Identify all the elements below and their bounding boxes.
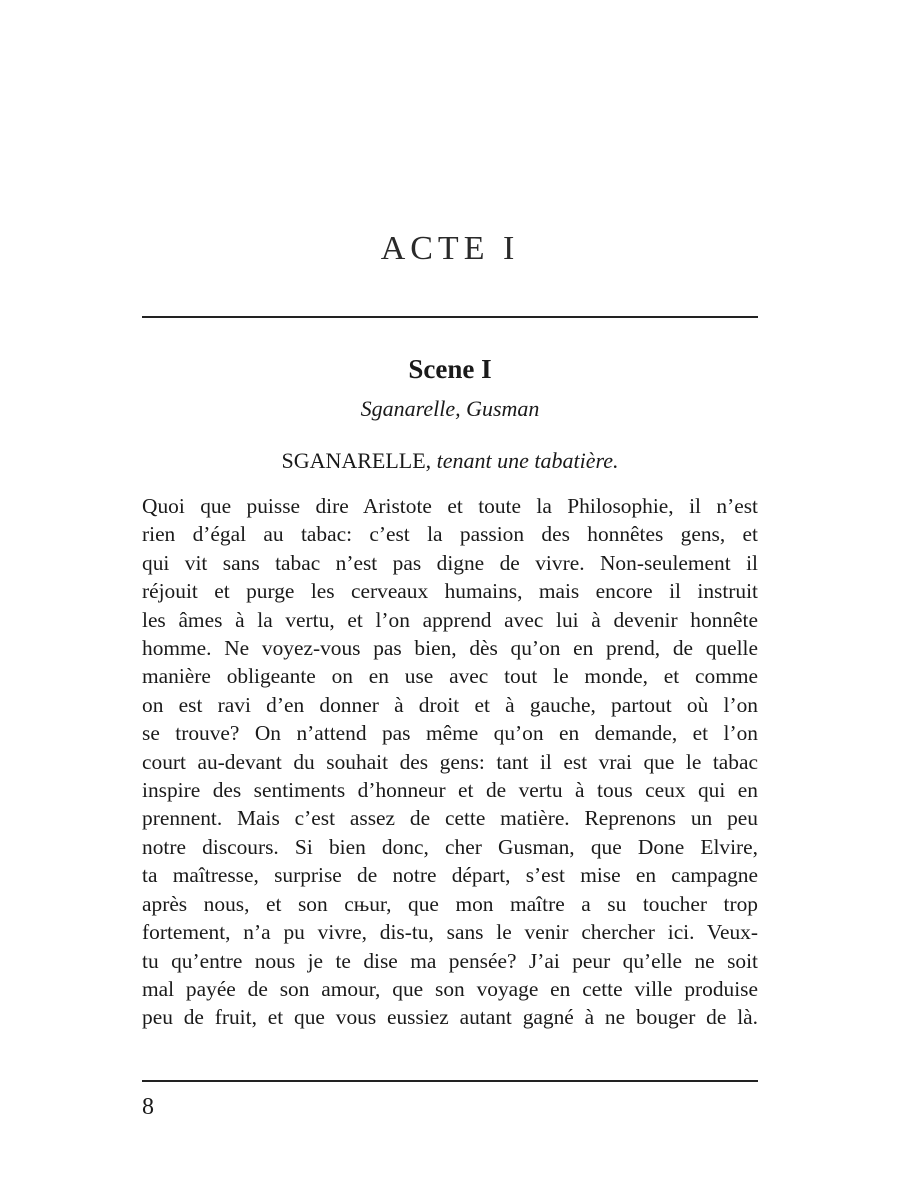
- text-line: fortement, n’a pu vivre, dis-tu, sans le venir chercher ici. Veux-: [142, 920, 758, 945]
- top-divider: [142, 316, 758, 318]
- text-line: manière obligeante on en use avec tout le monde, et comme: [142, 664, 758, 689]
- text-line: on est ravi d’en donner à droit et à gauche, partout où l’on: [142, 692, 758, 717]
- speaker-heading: [0, 448, 900, 474]
- bottom-divider: [142, 1080, 758, 1082]
- page-number: 8: [142, 1094, 154, 1120]
- act-title: ACTE I: [380, 230, 520, 267]
- text-line: tu qu’entre nous je te dise ma pensée? J’ai peur qu’elle ne soit: [142, 948, 758, 973]
- text-line: Quoi que puisse dire Aristote et toute la Philosophie, il n’est: [142, 494, 758, 518]
- text-line: qui vit sans tabac n’est pas digne de vivre. Non-seulement il: [142, 550, 758, 575]
- text-line: après nous, et son сњur, que mon maître a su toucher trop: [142, 891, 758, 916]
- scene-characters: Sganarelle, Gusman: [360, 396, 540, 421]
- text-line: peu de fruit, et que vous eussiez autant gagné à ne bouger de là.: [142, 1005, 758, 1030]
- text-line: rien d’égal au tabac: c’est la passion des honnêtes gens, et: [142, 522, 758, 547]
- scene-title: Scene I: [408, 354, 492, 384]
- speaker-name: SGANARELLE,: [281, 448, 432, 473]
- stage-direction: tenant une tabatière.: [436, 448, 619, 473]
- text-line: homme. Ne voyez-vous pas bien, dès qu’on en prend, de quelle: [142, 636, 758, 661]
- text-line: réjouit et purge les cerveaux humains, mais encore il instruit: [142, 579, 758, 604]
- dialogue-text: [142, 492, 758, 1032]
- text-line: inspire des sentiments d’honneur et de vertu à tous ceux qui en: [142, 778, 758, 803]
- text-line: mal payée de son amour, que son voyage en cette ville produise: [142, 976, 758, 1001]
- text-line: prennent. Mais c’est assez de cette matière. Reprenons un peu: [142, 806, 758, 831]
- text-line: ta maîtresse, surprise de notre départ, s’est mise en campagne: [142, 863, 758, 888]
- text-line: se trouve? On n’attend pas même qu’on en demande, et l’on: [142, 721, 758, 746]
- text-line: court au-devant du souhait des gens: tant il est vrai que le tabac: [142, 749, 758, 774]
- text-line: les âmes à la vertu, et l’on apprend avec lui à devenir honnête: [142, 607, 758, 632]
- text-line: notre discours. Si bien donc, cher Gusman, que Done Elvire,: [142, 834, 758, 859]
